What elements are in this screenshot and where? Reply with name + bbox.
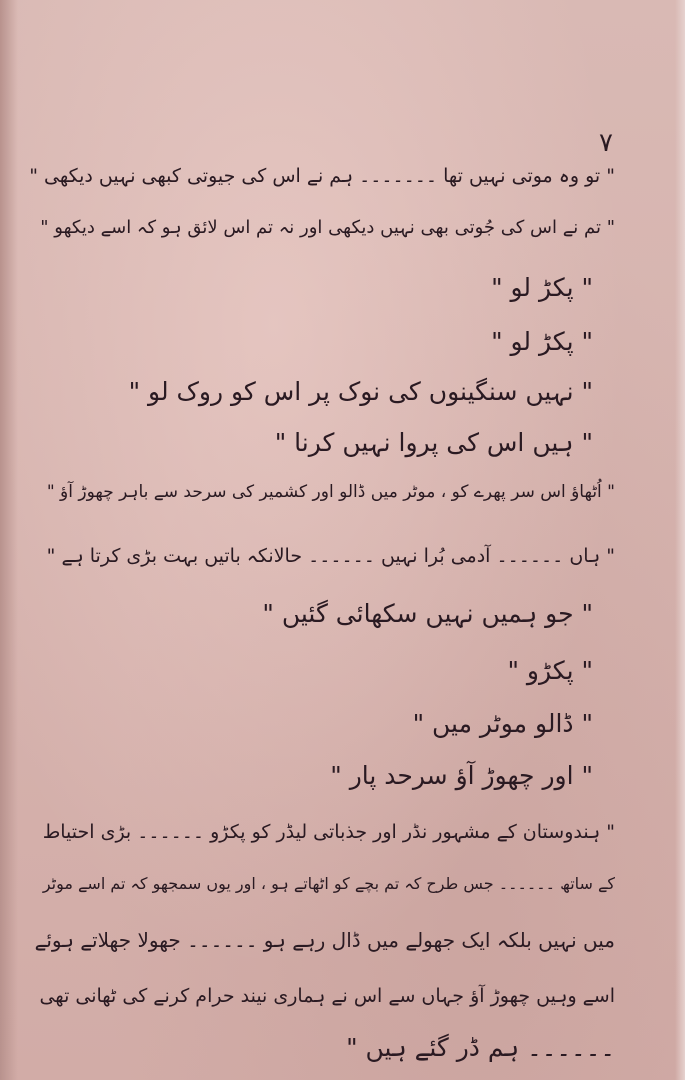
text-line: اسے وہیں چھوڑ آؤ جہاں سے اس نے ہماری نیند حرام کرنے کی ٹھانی تھی <box>39 985 615 1007</box>
page-number: ۷ <box>599 128 613 158</box>
text-line: " ہندوستان کے مشہور نڈر اور جذباتی لیڈر کو پکڑو ۔۔۔۔۔۔ بڑی احتیاط <box>42 821 615 843</box>
text-line: کے ساتھ ۔۔۔۔۔۔ جس طرح کہ تم بچے کو اٹھاتے ہو ، اور یوں سمجھو کہ تم اسے موٹر <box>42 874 615 893</box>
text-line: " ہیں اس کی پروا نہیں کرنا " <box>274 428 593 457</box>
text-line: ۔۔۔۔۔۔ ہم ڈر گئے ہیں " <box>346 1033 615 1062</box>
text-line: " اُٹھاؤ اس سر پھرے کو ، موٹر میں ڈالو اور کشمیر کی سرحد سے باہر چھوڑ آؤ " <box>46 482 615 502</box>
text-line: " ہاں ۔۔۔۔۔۔ آدمی بُرا نہیں ۔۔۔۔۔۔ حالانکہ باتیں بہت بڑی کرتا ہے " <box>46 545 615 567</box>
text-line: " نہیں سنگینوں کی نوک پر اس کو روک لو " <box>128 377 593 406</box>
text-line: " تم نے اس کی جُوتی بھی نہیں دیکھی اور نہ تم اس لائق ہو کہ اسے دیکھو " <box>40 217 615 238</box>
text-line: " پکڑ لو " <box>491 327 593 356</box>
text-line: " پکڑو " <box>507 656 593 685</box>
text-line: میں نہیں بلکہ ایک جھولے میں ڈال رہے ہو ۔۔۔۔۔۔ جھولا جھلاتے ہوئے <box>34 928 615 952</box>
page-binding-shadow <box>0 0 18 1080</box>
text-line: " پکڑ لو " <box>491 273 593 302</box>
text-line: " تو وہ موتی نہیں تھا ۔۔۔۔۔۔۔ ہم نے اس کی جیوتی کبھی نہیں دیکھی " <box>29 165 615 187</box>
text-line: " اور چھوڑ آؤ سرحد پار " <box>330 761 593 790</box>
text-line: " ڈالو موٹر میں " <box>412 709 593 738</box>
page-edge-highlight <box>675 0 685 1080</box>
text-line: " جو ہمیں نہیں سکھائی گئیں " <box>262 599 593 628</box>
